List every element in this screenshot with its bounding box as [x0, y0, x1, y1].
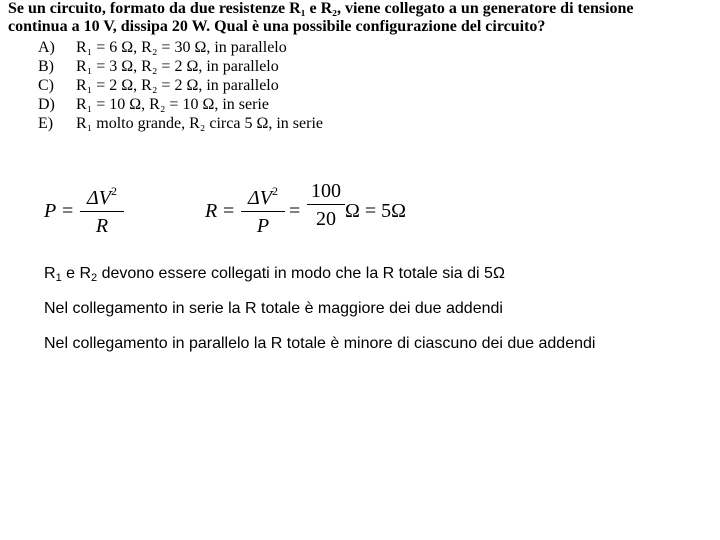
note-subscript: 2 [91, 272, 98, 284]
option-text: R₁ = 3 Ω, R₂ = 2 Ω, in parallelo [76, 58, 279, 75]
option-b [8, 57, 716, 76]
resistance-formula [205, 180, 425, 240]
formula-numerator [241, 180, 285, 209]
formula-denominator: R [95, 215, 109, 237]
note-text: e R [61, 265, 92, 282]
formula-denominator: P [256, 215, 270, 237]
formula-delta-v: ΔV [248, 187, 272, 209]
formula-numerator: 100 [311, 180, 341, 202]
formula-numerator [80, 180, 124, 209]
formula-lhs-r: R [205, 200, 218, 222]
question-block [8, 0, 716, 133]
option-c [8, 76, 716, 95]
note-text: R [44, 265, 56, 282]
formula-equals: = [62, 200, 74, 222]
option-d [8, 95, 716, 114]
note-line-3: Nel collegamento in parallelo la R totale è minore di ciascuno dei due addendi [44, 335, 596, 352]
formula-fraction-2 [307, 180, 345, 230]
option-a [8, 38, 716, 57]
option-text: R₁ molto grande, R₂ circa 5 Ω, in serie [76, 115, 323, 132]
formula-lhs-p: P [44, 200, 57, 222]
formula-denominator: 20 [316, 208, 336, 230]
formula-exponent: 2 [110, 184, 117, 198]
option-letter: E) [38, 115, 54, 132]
fraction-bar [80, 211, 124, 212]
answer-options [8, 38, 716, 133]
option-text: R₁ = 6 Ω, R₂ = 30 Ω, in parallelo [76, 39, 287, 56]
note-line-1 [44, 262, 595, 297]
formula-delta-v: ΔV [87, 187, 111, 209]
option-text: R₁ = 2 Ω, R₂ = 2 Ω, in parallelo [76, 77, 279, 94]
option-letter: D) [38, 96, 55, 113]
formula-result: Ω = 5Ω [345, 200, 407, 222]
option-e [8, 114, 716, 133]
question-text-line-1: Se un circuito, formato da due resistenze R₁ e R₂, viene collegato a un generatore di tensione [8, 0, 634, 17]
formula-equals-2: = [289, 200, 301, 222]
formula-exponent: 2 [271, 184, 278, 198]
note-text: devono essere collegati in modo che la R totale sia di 5Ω [97, 265, 505, 282]
explanation-notes [44, 262, 595, 367]
option-text: R₁ = 10 Ω, R₂ = 10 Ω, in serie [76, 96, 269, 113]
note-subscript: 1 [55, 272, 62, 284]
fraction-bar [241, 211, 285, 212]
option-letter: B) [38, 58, 54, 75]
option-letter: C) [38, 77, 54, 94]
fraction-bar [307, 204, 345, 205]
power-formula [44, 180, 134, 240]
formula-fraction [80, 180, 124, 237]
formula-fraction-1 [241, 180, 285, 237]
question-text-line-2: continua a 10 V, dissipa 20 W. Qual è una possibile configurazione del circuito? [8, 18, 546, 35]
note-line-2: Nel collegamento in serie la R totale è maggiore dei due addendi [44, 300, 503, 317]
formula-equals: = [223, 200, 235, 222]
option-letter: A) [38, 39, 55, 56]
